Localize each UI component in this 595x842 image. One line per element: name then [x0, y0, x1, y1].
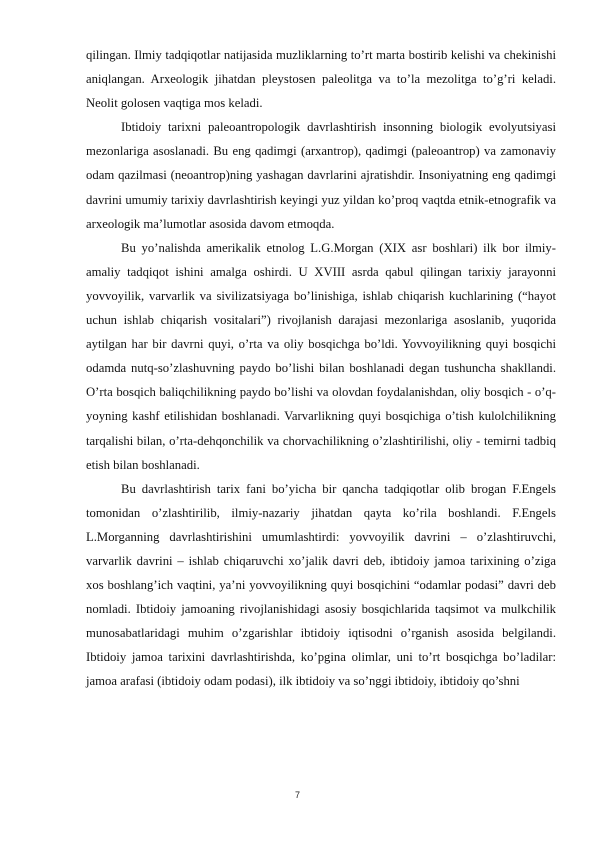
body-text	[86, 43, 556, 694]
paragraph-morgan-periodization: Bu yo’nalishda amerikalik etnolog L.G.Morgan (XIX asr boshlari) ilk bor ilmiy- amaliy tadqiqot ishini amalga oshirdi. U XVIII asrda qabul qilingan tarixiy jarayonni yovvoyilik, varvarlik va sivilizatsiyaga bo’linishiga, ishlab chiqarish kuchlarining (“hayot uchun ishlab chiqarish vositalari”) rivojlanish darajasi mezonlariga asoslanib, yuqorida aytilgan har bir davrni quyi, o’rta va oliy bosqichga bo’ldi. Yovvoyilikning quyi bosqichi odamda nutq-so’zlashuvning paydo bo’lishi bilan boshlanadi degan tushuncha shakllandi. O’rta bosqich baliqchilikning paydo bo’lishi va olovdan foydalanishdan, oliy bosqich - o’q-yoyning kashf etilishidan boshlanadi. Varvarlikning quyi bosqichiga o’tish kulolchilikning tarqalishi bilan, o’rta-dehqonchilik va chorvachilikning o’zlashtirilishi, oliy - temirni tadbiq etish bilan boshlanadi.	[86, 240, 556, 472]
paragraph-engels-periodization: Bu davrlashtirish tarix fani bo’yicha bir qancha tadqiqotlar olib brogan F.Engels tomonidan o’zlashtirilib, ilmiy-nazariy jihatdan qayta ko’rila boshlandi. F.Engels L.Morganning davrlashtirishini umumlashtirdi: yovvoyilik davrini – o’zlashtiruvchi, varvarlik davrini – ishlab chiqaruvchi xo’jalik davri deb, ibtidoiy jamoa tarixining o’ziga xos boshlang’ich vaqtini, ya’ni yovvoyilikning quyi bosqichini “odamlar podasi” davri deb nomladi. Ibtidoiy jamoaning rivojlanishidagi asosiy bosqichlarida taqsimot va mulkchilik munosabatlaridagi muhim o’zgarishlar ibtidoiy iqtisodni o’rganish asosida belgilandi. Ibtidoiy jamoa tarixini davrlashtirishda, ko’pgina olimlar, uni to’rt bosqichga bo’ladilar: jamoa arafasi (ibtidoiy odam podasi), ilk ibtidoiy va so’nggi ibtidoiy, ibtidoiy qo’shni	[86, 481, 556, 689]
paragraph-continuation: qilingan. Ilmiy tadqiqotlar natijasida muzliklarning to’rt marta bostirib kelishi va chekinishi aniqlangan. Arxeologik jihatdan pleystosen paleolitga va to’la mezolitga to’g’ri keladi. Neolit golosen vaqtiga mos keladi.	[86, 48, 556, 111]
paragraph-paleoanthropological-periodization: Ibtidoiy tarixni paleoantropologik davrlashtirish insonning biologik evolyutsiyasi mezonlariga asoslanadi. Bu eng qadimgi (arxantrop), qadimgi (paleoantrop) va zamonaviy odam qazilmasi (neoantrop)ning yashagan davrlarini ajratishdir. Insoniyatning eng qadimgi davrini umumiy tarixiy davrlashtirish keyingi yuz yildan ko’proq vaqtda etnik-etnografik va arxeologik ma’lumotlar asosida davom etmoqda.	[86, 120, 556, 231]
page-number: 7	[294, 790, 300, 800]
